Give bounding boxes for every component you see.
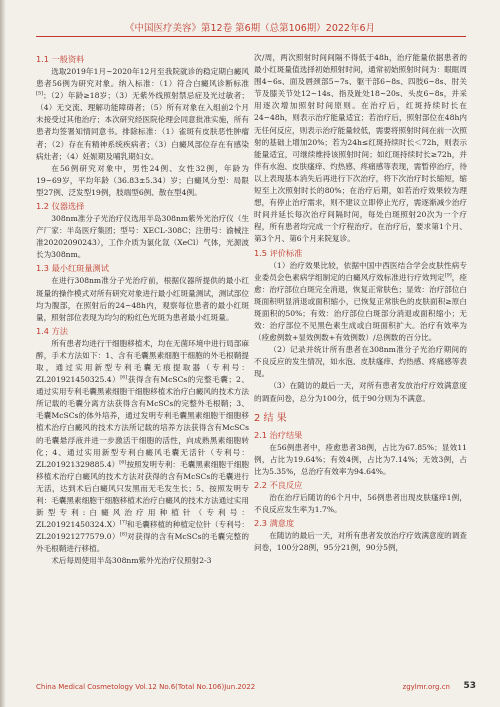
- section-2-title: 2 结 果: [254, 412, 287, 424]
- footer-citation: China Medical Cosmetology Vol.12 No.6(Total No.106)Jun.2022: [36, 683, 256, 691]
- paragraph: 在随访的最后一天，对所有患者发放治疗疗效满意度的调查问卷，100分28例，95分21例，90分5例，: [254, 531, 467, 553]
- page-number: 53: [463, 681, 476, 691]
- paragraph: 308nm准分子光治疗仪选用半岛308nm紫外光治疗仪（生产厂家：半岛医疗集团；型号：XECL-308C；注册号：渝械注准20202090243），工作介质为氯化氙（XeCl）气体，光源波长为308nm。: [36, 214, 249, 260]
- running-footer: [0, 680, 500, 698]
- section-1-4-title: 1.4 方法: [36, 325, 68, 336]
- section-1-5-title: 1.5 评价标准: [254, 247, 303, 258]
- section-1-1-title: 1.1 一般资料: [36, 54, 85, 64]
- paragraph: （1）治疗效果比较，依据中国中西医结合学会皮肤性病专业委员会色素病学组制定的白癜风疗效标准进行疗效判定[9]，痊愈：治疗部位白斑完全消退，恢复正常肤色；显效：治疗部位白斑面积明显消退或面积缩小，已恢复正常肤色的皮肤面积≥原白斑面积的50%；有效：治疗部位白斑部分消退或面积缩小；无效：治疗部位不见黑色素生成或白斑面积扩大。治疗有效率为（痊愈例数+显效例数+有效例数）/总例数的百分比。: [254, 260, 468, 343]
- paragraph: 在56例研究对象中，男性24例、女性32例，年龄为19~69岁，平均年龄（36.83±5.34）岁；白癜风分型：局限型27例、泛发型19例，肢端型6例、散在型4例。: [36, 163, 249, 197]
- section-2-1-title: 2.1 治疗结果: [254, 429, 303, 440]
- running-header: 《中国医疗美容》第12卷 第6期（总第106期）2022年6月: [124, 23, 375, 34]
- section-1-3-title: 1.3 最小红斑量测试: [36, 263, 109, 274]
- section-2-3-title: 2.3 满意度: [254, 518, 295, 529]
- paragraph: 术后每周使用半岛308nm紫外光治疗仪照射2-3: [51, 556, 212, 566]
- paragraph: 次/周，两次照射时间间隔不得低于48h，治疗能量依据患者的最小红斑量值选择初始照射时间，通常初始照射时间为：眼眶周围4~6s、面及唇颈部5~7s、躯干部6~8s、四肢6~8s、肘关节及膝关节处12~14s、指及趾处18~20s、头皮6~8s，并采用逐次增加照射时间原则。在治疗后，红斑持续时长在24~48h，则表示治疗能量适宜；若治疗后，照射部位在48h内无任何反应，则表示治疗能量较低，需要将照射时间在前一次照射的基础上增加20%；若为24h≤红斑持续时长＜72h，则表示能量适宜，可继续维持该照射时间；如红斑持续时长≥72h，并伴有水泡、皮肤瘙痒、灼热感、疼痛感等表现，需暂停治疗，待以上表现基本消失后再进行下次治疗，将下次治疗时长缩短，缩短至上次照射时长的80%；在治疗后期，如若治疗效果较为理想，有停止治疗需求，则不建议立即停止光疗，需逐渐减少治疗时间并延长每次治疗间隔时间，每处白斑照射20次为一个疗程，所有患者均完成一个疗程治疗。在治疗后，要求第1个月、第3个月、第6个月来院复诊。: [254, 53, 467, 244]
- paragraph: 在进行308nm准分子光治疗前，根据仪器所提供的最小红斑量的操作模式对所有研究对象进行最小红斑量测试，测试部位均为腹部，在照射后的24~48h内，观察每位患者的最小红斑量，照射部位表现为均匀的粉红色光斑为患者最小红斑量。: [36, 276, 249, 322]
- paragraph: （3）在随访的最后一天，对所有患者发放治疗疗效满意度的调查问卷，总分为100分，低于90分则为不满意。: [254, 381, 467, 403]
- paragraph: 在56例患者中，痊愈患者38例，占比为67.85%；显效11例，占比为19.64%；有效4例，占比为7.14%；无效3例，占比为5.35%，总治疗有效率为94.64%。: [254, 442, 467, 476]
- paragraph: 选取2019年1月~2020年12月至我院就诊的稳定期白癜风患者56例为研究对象。纳入标准：（1）符合白癜风诊断标准[5]；（2）年龄≥18岁；（3）无紫外线照射禁忌症及光过敏者；（4）无交流、理解功能障碍者；（5）所有对象在入组前2个月未接受过其他治疗；本次研究经医院伦理会同意批准实施，所有患者均签署知情同意书。排除标准：（1）雀斑有皮肤恶性肿瘤者；（2）存在有精神系统疾病者；（3）白癜风部位存在有感染病灶者；（4）妊娠期及哺乳期妇女。: [36, 67, 249, 161]
- section-1-2-title: 1.2 仪器选择: [36, 201, 85, 212]
- right-column: [254, 52, 467, 554]
- footer-url[interactable]: zgylmr.org.cn: [402, 683, 450, 691]
- binding-shadow: [0, 0, 6, 707]
- paragraph: （2）记录并统计所有患者在308nm准分子光治疗期间的不良反应的发生情况，如水泡、皮肤瘙痒、灼热感、疼痛感等表现。: [254, 345, 467, 379]
- section-2-2-title: 2.2 不良反应: [254, 479, 303, 490]
- paragraph: 治在治疗后随访的6个月中，56例患者出现皮肤瘙痒1例，不良反应发生率为1.7%。: [254, 492, 467, 514]
- header-rule: [36, 36, 466, 37]
- left-column: [36, 52, 249, 568]
- paragraph: 所有患者均进行干细胞移植术，均在无菌环境中进行局部麻醉，手术方法如下：1、含有毛囊黑素细胞干细胞的外毛根鞘提取，通过实用新型专利毛囊无痕提取器（专利号：ZL201921450325.4）[6]获得含有McSCs的完整毛囊；2、通过实用专利毛囊黑素细胞干细胞移植术治疗白癜风的技术方法所记载的毛囊分离方法获得含有McSCs的完整外毛根鞘；3、毛囊McSCs的体外培养，通过发明专利毛囊黑素细胞干细胞移植术治疗白癜风的技术方法所记载的培养方法获得含有McSCs的毛囊悬浮液并进一步激活干细胞的活性，向成熟黑素细胞转化；4、通过实用新型专利白癜风毛囊无活针（专利号：ZL201921329885.4）[6]按照发明专利：毛囊黑素细胞干细胞移植术治疗白癜风的技术方法对获得的含有McSCs的毛囊进行无活，达到术后白癜风只发黑而无毛发生长；5、按照发明专利：毛囊黑素细胞干细胞移植术治疗白癜风的技术方法通过实用新型专利:白癜风治疗用种植针（专利号：ZL201921450324.X）[7]和毛囊移植的种植定位针（专利号：ZL201921277579.0）[8]对获得的含有McSCs的毛囊完整的外毛根鞘进行移植。: [36, 338, 249, 554]
